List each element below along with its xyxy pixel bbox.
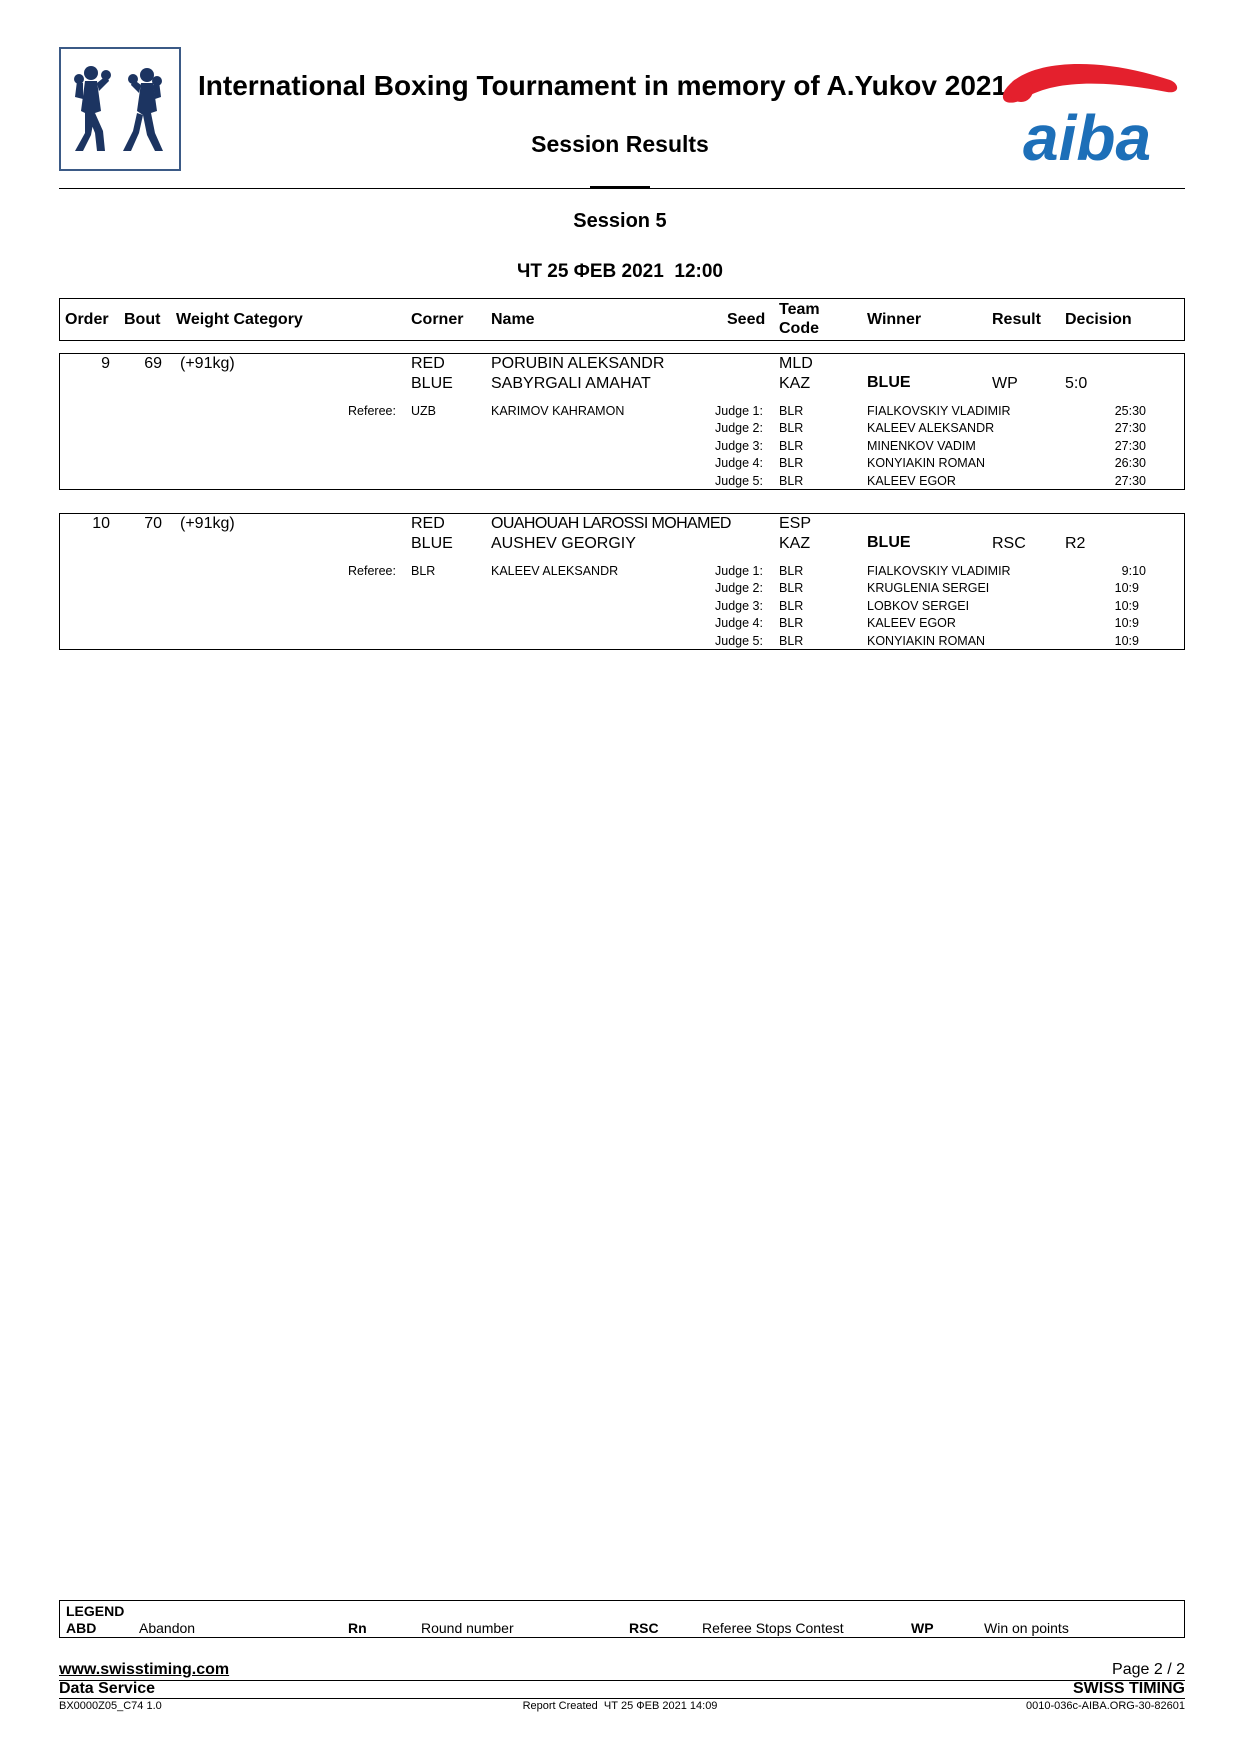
report-code: BX0000Z05_C74 1.0: [59, 1700, 162, 1712]
referee-name: KALEEV ALEKSANDR: [491, 564, 619, 578]
referee-country: BLR: [411, 564, 436, 578]
judge-name: FIALKOVSKIY VLADIMIR: [867, 404, 1011, 418]
bout-decision: R2: [1065, 535, 1086, 552]
document-id: 0010-036c-AIBA.ORG-30-82601: [1026, 1700, 1185, 1712]
page-number: Page 2 / 2: [1112, 1661, 1185, 1678]
bout-block: [59, 513, 1185, 650]
boxers-logo: [59, 47, 181, 171]
judge-country: BLR: [779, 456, 804, 470]
judge-name: KALEEV EGOR: [867, 474, 956, 488]
judge-score: 10:9: [1114, 634, 1139, 648]
judge-label: Judge 1:: [715, 564, 763, 578]
judge-country: BLR: [779, 581, 804, 595]
judge-score: 9:10: [1121, 564, 1146, 578]
judge-score: 26:30: [1114, 456, 1146, 470]
col-team-code-line2: Code: [779, 320, 819, 337]
blue-corner: BLUE: [411, 535, 453, 552]
blue-team-code: KAZ: [779, 535, 811, 552]
bout-result: WP: [992, 375, 1018, 392]
col-decision: Decision: [1065, 311, 1132, 328]
report-created: Report Created ЧТ 25 ФЕВ 2021 14:09: [522, 1700, 718, 1712]
col-name: Name: [491, 311, 535, 328]
legend-text: Win on points: [984, 1620, 1069, 1636]
red-boxer-name: PORUBIN ALEKSANDR: [491, 355, 665, 372]
aiba-wordmark: aiba: [1022, 102, 1152, 170]
judge-score: 27:30: [1114, 439, 1146, 453]
judge-label: Judge 5:: [715, 634, 763, 648]
legend-text: Round number: [421, 1620, 514, 1636]
judge-name: KONYIAKIN ROMAN: [867, 456, 986, 470]
referee-label: Referee:: [348, 564, 396, 578]
judge-score: 27:30: [1114, 421, 1146, 435]
aiba-swoosh-icon: [985, 50, 1185, 170]
col-bout: Bout: [124, 311, 161, 328]
data-service-label: Data Service: [59, 1680, 156, 1697]
judge-name: KONYIAKIN ROMAN: [867, 634, 986, 648]
judge-label: Judge 2:: [715, 581, 763, 595]
legend-code: Rn: [348, 1620, 367, 1636]
judge-country: BLR: [779, 599, 804, 613]
bout-result: RSC: [992, 535, 1026, 552]
red-boxer-name: OUAHOUAH LAROSSI MOHAMED: [491, 515, 731, 532]
judge-label: Judge 5:: [715, 474, 763, 488]
judge-label: Judge 4:: [715, 456, 763, 470]
blue-team-code: KAZ: [779, 375, 811, 392]
red-team-code: ESP: [779, 515, 812, 532]
judge-name: KALEEV ALEKSANDR: [867, 421, 995, 435]
judge-label: Judge 3:: [715, 439, 763, 453]
judge-country: BLR: [779, 421, 804, 435]
bout-number: 70: [144, 515, 162, 532]
legend-code: RSC: [629, 1620, 659, 1636]
judge-score: 10:9: [1114, 581, 1139, 595]
judge-score: 27:30: [1114, 474, 1146, 488]
boxers-icon: [61, 49, 179, 169]
col-result: Result: [992, 311, 1041, 328]
judge-label: Judge 4:: [715, 616, 763, 630]
judge-name: LOBKOV SERGEI: [867, 599, 970, 613]
bout-number: 69: [144, 355, 162, 372]
referee-label: Referee:: [348, 404, 396, 418]
bout-weight: (+91kg): [180, 355, 235, 372]
session-title: Session 5: [573, 210, 667, 232]
legend-text: Referee Stops Contest: [702, 1620, 844, 1636]
judge-name: KALEEV EGOR: [867, 616, 956, 630]
legend-title: LEGEND: [66, 1603, 125, 1619]
legend-text: Abandon: [139, 1620, 196, 1636]
judge-score: 25:30: [1114, 404, 1146, 418]
session-datetime: ЧТ 25 ФЕВ 2021 12:00: [517, 261, 723, 282]
blue-boxer-name: SABYRGALI AMAHAT: [491, 375, 651, 392]
col-order: Order: [65, 311, 109, 328]
page-subtitle: Session Results: [531, 131, 709, 157]
footer-divider: [59, 1698, 1185, 1699]
blue-corner: BLUE: [411, 375, 453, 392]
judge-label: Judge 3:: [715, 599, 763, 613]
bout-winner: BLUE: [867, 374, 911, 391]
judge-country: BLR: [779, 564, 804, 578]
referee-country: UZB: [411, 404, 436, 418]
red-corner: RED: [411, 355, 445, 372]
col-weight-category: Weight Category: [176, 311, 303, 328]
judge-label: Judge 1:: [715, 404, 763, 418]
judge-country: BLR: [779, 616, 804, 630]
page-title: International Boxing Tournament in memory of A.Yukov 2021: [198, 70, 1008, 101]
red-team-code: MLD: [779, 355, 813, 372]
brand-label: SWISS TIMING: [1073, 1680, 1185, 1697]
col-corner: Corner: [411, 311, 464, 328]
judge-name: MINENKOV VADIM: [867, 439, 976, 453]
bout-order: 10: [92, 515, 110, 532]
aiba-logo: [985, 50, 1185, 170]
col-team-code-line1: Team: [779, 301, 820, 318]
bout-decision: 5:0: [1065, 375, 1088, 392]
col-seed: Seed: [727, 311, 766, 328]
bout-winner: BLUE: [867, 534, 911, 551]
bout-weight: (+91kg): [180, 515, 235, 532]
legend-code: WP: [911, 1620, 934, 1636]
judge-country: BLR: [779, 404, 804, 418]
judge-name: KRUGLENIA SERGEI: [867, 581, 990, 595]
judge-name: FIALKOVSKIY VLADIMIR: [867, 564, 1011, 578]
judge-country: BLR: [779, 474, 804, 488]
referee-name: KARIMOV KAHRAMON: [491, 404, 625, 418]
judge-label: Judge 2:: [715, 421, 763, 435]
judge-country: BLR: [779, 634, 804, 648]
bout-block: [59, 353, 1185, 490]
judge-score: 10:9: [1114, 599, 1139, 613]
judge-score: 10:9: [1114, 616, 1139, 630]
red-corner: RED: [411, 515, 445, 532]
judge-country: BLR: [779, 439, 804, 453]
header-divider-tab: [590, 186, 650, 189]
website-link[interactable]: www.swisstiming.com: [59, 1661, 230, 1678]
legend-code: ABD: [66, 1620, 97, 1636]
bout-order: 9: [101, 355, 110, 372]
blue-boxer-name: AUSHEV GEORGIY: [491, 535, 636, 552]
col-winner: Winner: [867, 311, 922, 328]
